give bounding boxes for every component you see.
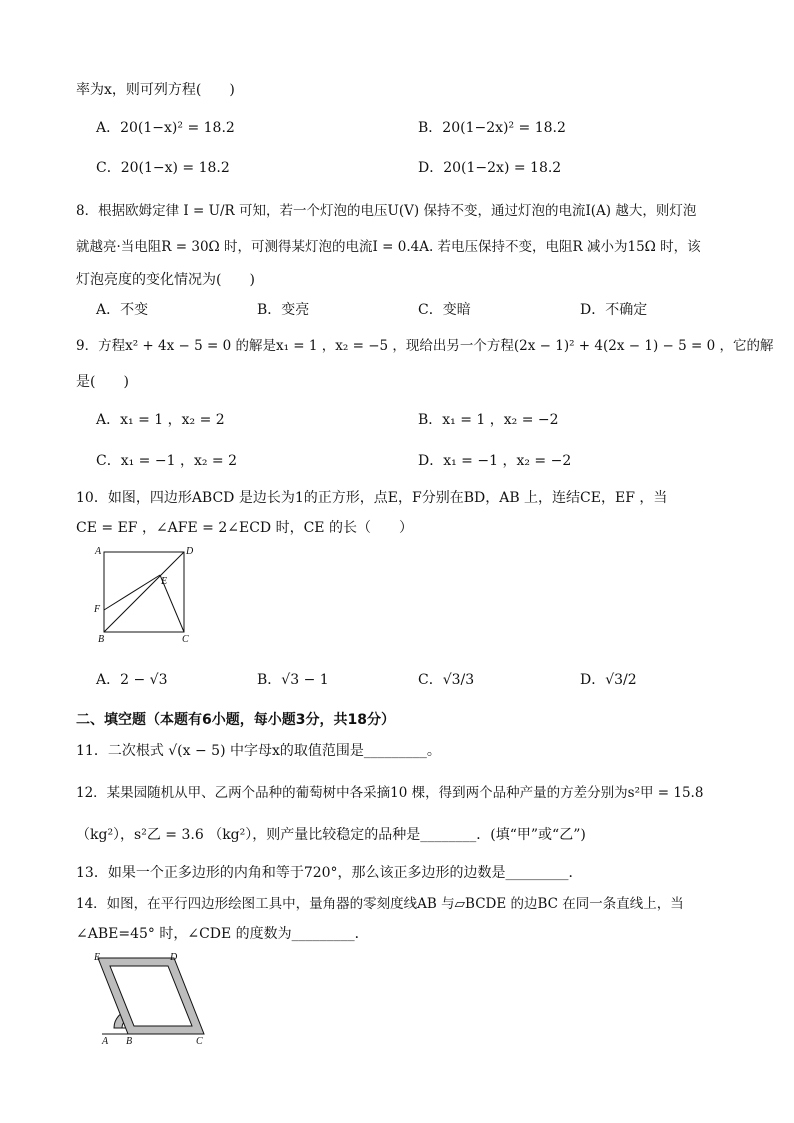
diagonal-bd: [104, 552, 184, 632]
q12-stem-line1: 12．某果园随机从甲、乙两个品种的葡萄树中各采摘10 棵，得到两个品种产量的方差分别为s²甲 = 15.8: [76, 785, 704, 801]
q10-stem-line2: CE = EF ，∠AFE = 2∠ECD 时，CE 的长（ ）: [76, 520, 413, 536]
q7-option-a: A．20(1−x)² = 18.2: [96, 120, 235, 136]
fig10-label-f: F: [94, 604, 101, 615]
q9-option-a: A．x₁ = 1 ，x₂ = 2: [96, 412, 225, 428]
fig10-label-e: E: [161, 576, 168, 587]
q7-option-b: B．20(1−2x)² = 18.2: [418, 120, 566, 136]
q9-option-d: D．x₁ = −1 ，x₂ = −2: [418, 453, 572, 469]
q10-square-figure: [90, 542, 200, 646]
q9-stem-line2: 是( ): [76, 374, 129, 390]
q10-option-a: A．2 − √3: [96, 672, 168, 688]
q9-stem-line1: 9．方程x² + 4x − 5 = 0 的解是x₁ = 1 ，x₂ = −5 ，现给出另一个方程(2x − 1)² + 4(2x − 1) − 5 = 0 ，它的解: [76, 338, 774, 354]
q14-stem-line1: 14．如图，在平行四边形绘图工具中，量角器的零刻度线AB 与▱BCDE 的边BC 在同一条直线上，当: [76, 896, 684, 912]
q8-option-a: A．不变: [96, 302, 149, 318]
q14-stem-line2: ∠ABE=45° 时，∠CDE 的度数为_________．: [76, 926, 369, 942]
fig10-label-b: B: [98, 634, 105, 645]
fig10-label-a: A: [95, 546, 102, 557]
q8-option-c: C．变暗: [418, 302, 471, 318]
fig14-label-e: E: [94, 952, 101, 963]
q7-option-c: C．20(1−x) = 18.2: [96, 160, 230, 176]
q13-stem: 13．如果一个正多边形的内角和等于720°，那么该正多边形的边数是_________．: [76, 865, 583, 881]
q8-option-d: D．不确定: [580, 302, 648, 318]
q8-stem-line2: 就越亮·当电阻R = 30Ω 时，可测得某灯泡的电流I = 0.4A. 若电压保持不变，电阻R 减小为15Ω 时，该: [76, 239, 701, 255]
q11-stem: 11．二次根式 √(x − 5) 中字母x的取值范围是_________。: [76, 743, 441, 759]
q9-option-b: B．x₁ = 1 ，x₂ = −2: [418, 412, 559, 428]
fig10-label-d: D: [186, 546, 194, 557]
fig14-label-b: B: [126, 1036, 133, 1046]
q10-stem-line1: 10．如图，四边形ABCD 是边长为1的正方形，点E，F分别在BD，AB 上，连结CE，EF ，当: [76, 490, 668, 506]
fig14-label-c: C: [196, 1036, 203, 1046]
q10-option-b: B．√3 − 1: [257, 672, 329, 688]
segment-fe: [104, 575, 160, 610]
section-2-heading: 二、填空题（本题有6小题，每小题3分，共18分）: [76, 712, 395, 728]
q10-option-c: C．√3/3: [418, 672, 475, 688]
q7-stem-tail: 率为x，则可列方程( ): [76, 82, 235, 98]
q8-option-b: B．变亮: [257, 302, 310, 318]
fig10-label-c: C: [182, 634, 189, 645]
fig14-label-a: A: [102, 1036, 109, 1046]
q8-stem-line3: 灯泡亮度的变化情况为( ): [76, 272, 255, 288]
q10-option-d: D．√3/2: [580, 672, 637, 688]
q8-stem-line1: 8．根据欧姆定律 I = U/R 可知，若一个灯泡的电压U(V) 保持不变，通过灯泡的电流I(A) 越大，则灯泡: [76, 203, 697, 219]
fig14-label-d: D: [170, 952, 178, 963]
q14-parallelogram-tool-figure: [90, 950, 220, 1046]
q7-option-d: D．20(1−2x) = 18.2: [418, 160, 562, 176]
q9-option-c: C．x₁ = −1 ，x₂ = 2: [96, 453, 237, 469]
q12-stem-line2: （kg²），s²乙 = 3.6 （kg²），则产量比较稳定的品种是________．(填“甲”或“乙”): [76, 827, 586, 843]
